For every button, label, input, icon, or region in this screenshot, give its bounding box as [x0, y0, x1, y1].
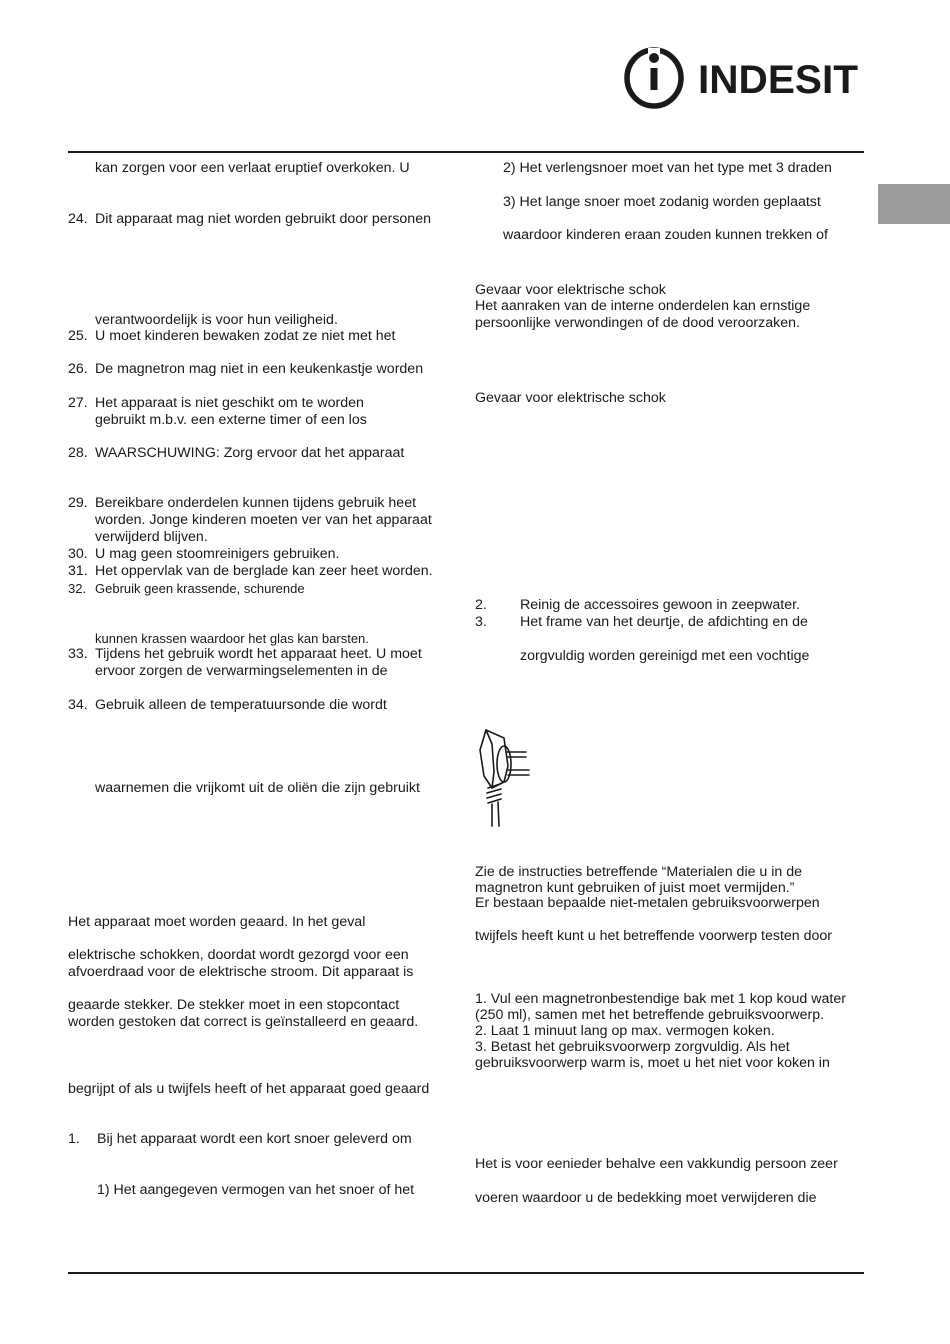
paragraph-line: magnetron kunt gebruiken of juist moet vermijden.”	[475, 880, 795, 896]
item-text: verwijderd blijven.	[95, 529, 208, 545]
item-text: Gebruik geen krassende, schurende	[95, 581, 305, 596]
footer-rule	[68, 1272, 864, 1274]
text-line: kan zorgen voor een verlaat eruptief overkoken. U	[95, 160, 410, 176]
sub-item-text: 1) Het aangegeven vermogen van het snoer of het	[97, 1182, 415, 1198]
item-number: 25.	[68, 328, 88, 344]
item-number: 31.	[68, 563, 88, 579]
item-number: 33.	[68, 646, 88, 662]
item-text: Bereikbare onderdelen kunnen tijdens gebruik heet	[95, 495, 417, 511]
paragraph-line: twijfels heeft kunt u het betreffende voorwerp testen door	[475, 928, 833, 944]
item-text: WAARSCHUWING: Zorg ervoor dat het apparaat	[95, 445, 405, 461]
paragraph-line: afvoerdraad voor de elektrische stroom. Dit apparaat is	[68, 964, 414, 980]
item-number: 3.	[475, 614, 487, 630]
item-number: 32.	[68, 581, 87, 596]
item-number: 1.	[68, 1131, 80, 1147]
item-number: 2.	[475, 597, 487, 613]
header-rule	[68, 151, 864, 153]
paragraph-line: geaarde stekker. De stekker moet in een stopcontact	[68, 997, 400, 1013]
test-step-line: 1. Vul een magnetronbestendige bak met 1 kop koud water	[475, 991, 846, 1007]
item-text: Het frame van het deurtje, de afdichting en de	[520, 614, 808, 630]
paragraph-line: begrijpt of als u twijfels heeft of het apparaat goed geaard	[68, 1081, 430, 1097]
paragraph-line: Er bestaan bepaalde niet-metalen gebruiksvoorwerpen	[475, 895, 820, 911]
item-text: gebruikt m.b.v. een externe timer of een los	[95, 412, 367, 428]
language-tab-marker	[878, 184, 950, 224]
paragraph-line: worden gestoken dat correct is geïnstalleerd en geaard.	[68, 1014, 419, 1030]
text-line: waarnemen die vrijkomt uit de oliën die zijn gebruikt	[95, 780, 420, 796]
item-number: 30.	[68, 546, 88, 562]
paragraph-line: Het apparaat moet worden geaard. In het geval	[68, 914, 366, 930]
paragraph-line: voeren waardoor u de bedekking moet verwijderen die	[475, 1190, 817, 1206]
test-step-line: (250 ml), samen met het betreffende gebruiksvoorwerp.	[475, 1007, 825, 1023]
item-text: Het oppervlak van de berglade kan zeer heet worden.	[95, 563, 433, 579]
svg-text:INDESIT: INDESIT	[698, 58, 858, 102]
test-step-line: 2. Laat 1 minuut lang op max. vermogen koken.	[475, 1023, 775, 1039]
item-number: 34.	[68, 697, 88, 713]
paragraph-line: Het aanraken van de interne onderdelen kan ernstige	[475, 298, 811, 314]
indesit-logo	[624, 44, 864, 112]
sub-item-text: 3) Het lange snoer moet zodanig worden geplaatst	[503, 194, 821, 210]
item-number: 27.	[68, 395, 88, 411]
item-text: Het apparaat is niet geschikt om te worden	[95, 395, 364, 411]
paragraph-line: Zie de instructies betreffende “Materialen die u in de	[475, 864, 803, 880]
item-text: Tijdens het gebruik wordt het apparaat heet. U moet	[95, 646, 422, 662]
warning-heading: Gevaar voor elektrische schok	[475, 390, 666, 406]
text-line: kunnen krassen waardoor het glas kan barsten.	[95, 631, 369, 646]
item-text: Bij het apparaat wordt een kort snoer geleverd om	[97, 1131, 412, 1147]
item-number: 29.	[68, 495, 88, 511]
power-plug-illustration	[474, 726, 534, 828]
sub-item-text: 2) Het verlengsnoer moet van het type met 3 draden	[503, 160, 832, 176]
item-text: worden. Jonge kinderen moeten ver van het apparaat	[95, 512, 432, 528]
warning-heading: Gevaar voor elektrische schok	[475, 282, 666, 298]
item-text: De magnetron mag niet in een keukenkastje worden	[95, 361, 424, 377]
item-text: zorgvuldig worden gereinigd met een vochtige	[520, 648, 810, 664]
item-number: 26.	[68, 361, 88, 377]
test-step-line: gebruiksvoorwerp warm is, moet u het niet voor koken in	[475, 1055, 830, 1071]
paragraph-line: persoonlijke verwondingen of de dood veroorzaken.	[475, 315, 800, 331]
item-text: Dit apparaat mag niet worden gebruikt door personen	[95, 211, 431, 227]
text-line: waardoor kinderen eraan zouden kunnen trekken of	[503, 227, 828, 243]
text-line: verantwoordelijk is voor hun veiligheid.	[95, 312, 338, 328]
test-step-line: 3. Betast het gebruiksvoorwerp zorgvuldig. Als het	[475, 1039, 790, 1055]
item-text: U moet kinderen bewaken zodat ze niet met het	[95, 328, 396, 344]
item-text: ervoor zorgen de verwarmingselementen in de	[95, 663, 388, 679]
paragraph-line: Het is voor eenieder behalve een vakkundig persoon zeer	[475, 1156, 838, 1172]
item-text: U mag geen stoomreinigers gebruiken.	[95, 546, 340, 562]
item-text: Reinig de accessoires gewoon in zeepwater.	[520, 597, 800, 613]
paragraph-line: elektrische schokken, doordat wordt gezorgd voor een	[68, 947, 409, 963]
item-text: Gebruik alleen de temperatuursonde die wordt	[95, 697, 387, 713]
item-number: 24.	[68, 211, 88, 227]
item-number: 28.	[68, 445, 88, 461]
